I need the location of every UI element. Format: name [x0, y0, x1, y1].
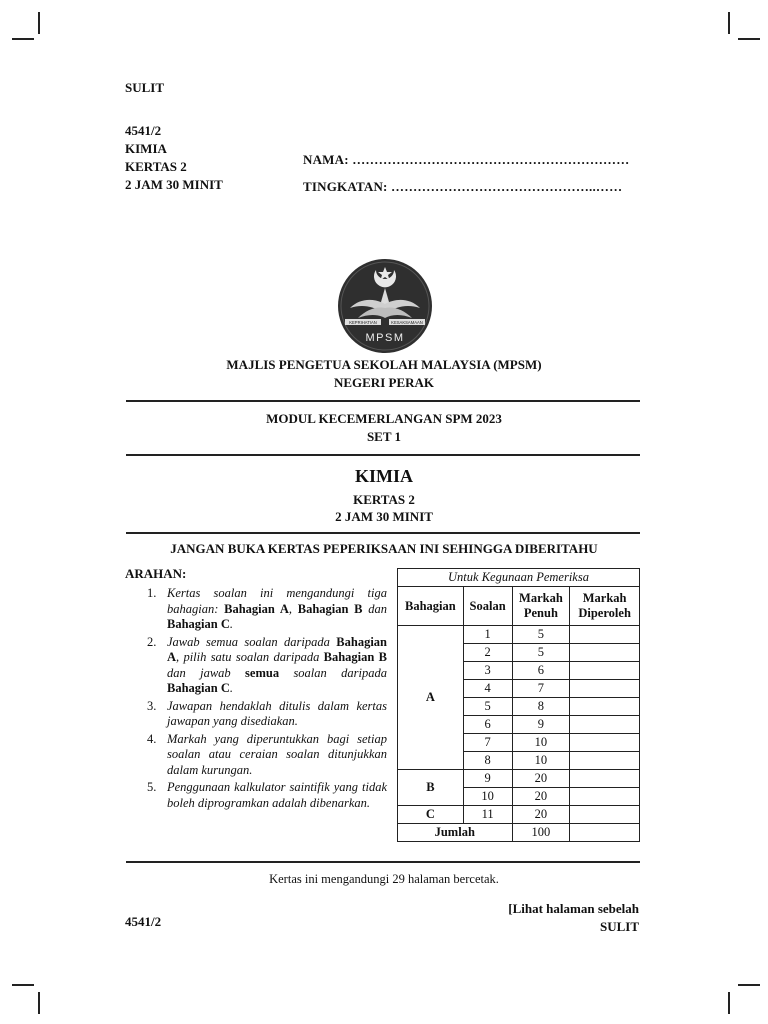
instruction-item: 1. Kertas soalan ini mengandungi tiga bahagian: Bahagian A, Bahagian B dan Bahagian C. — [147, 586, 388, 631]
header-block — [125, 122, 223, 194]
form-field[interactable]: TINGKATAN: ………………………………………..…… — [303, 179, 623, 194]
score-cell[interactable] — [570, 806, 640, 824]
total-label: Jumlah — [398, 824, 513, 842]
table-row: 6 9 — [398, 716, 640, 734]
score-cell[interactable] — [570, 626, 640, 644]
table-row: A 1 5 — [398, 626, 640, 644]
score-cell[interactable] — [570, 698, 640, 716]
instruction-item: 4. Markah yang diperuntukkan bagi setiap soalan atau ceraian soalan ditunjukkan dalam kurungan. — [147, 731, 387, 777]
main-duration: 2 JAM 30 MINIT — [335, 509, 433, 524]
examiner-table — [397, 568, 640, 842]
score-cell[interactable] — [570, 752, 640, 770]
pages-note: Kertas ini mengandungi 29 halaman bercetak. — [269, 872, 499, 886]
divider — [126, 532, 640, 534]
main-subject: KIMIA — [355, 466, 413, 486]
header-markah-penuh: Markah Penuh — [512, 587, 570, 626]
header-bahagian: Bahagian — [398, 587, 464, 626]
next-page-note: [Lihat halaman sebelah SULIT — [508, 901, 639, 934]
section-c: C — [398, 806, 464, 824]
table-row: 7 10 — [398, 734, 640, 752]
table-row: C 11 20 — [398, 806, 640, 824]
instruction-item: 5. Penggunaan kalkulator saintifik yang tidak boleh diprogramkan adalah dibenarkan. — [147, 780, 387, 810]
total-score-cell[interactable] — [570, 824, 640, 842]
paper-code: 4541/2 — [125, 123, 162, 138]
score-cell[interactable] — [570, 734, 640, 752]
table-row: 4 7 — [398, 680, 640, 698]
score-cell[interactable] — [570, 644, 640, 662]
instruction-item: 2. Jawab semua soalan daripada Bahagian A, pilih satu soalan daripada Bahagian B dan jawab semua soalan daripada Bahagian C. — [147, 634, 387, 695]
table-row: 8 10 — [398, 752, 640, 770]
module-title: MODUL KECEMERLANGAN SPM 2023 — [266, 411, 502, 426]
warning-text: JANGAN BUKA KERTAS PEPERIKSAAN INI SEHINGGA DIBERITAHU — [170, 541, 598, 556]
divider — [126, 454, 640, 456]
score-cell[interactable] — [570, 662, 640, 680]
sulit-top: SULIT — [125, 80, 165, 95]
score-cell[interactable] — [570, 788, 640, 806]
table-row: 5 8 — [398, 698, 640, 716]
table-caption: Untuk Kegunaan Pemeriksa — [398, 569, 640, 587]
footer-code: 4541/2 — [125, 914, 162, 929]
section-b: B — [398, 770, 464, 806]
header-soalan: Soalan — [463, 587, 512, 626]
table-total-row — [398, 824, 640, 842]
header-markah-diperoleh: Markah Diperoleh — [570, 587, 640, 626]
paper-number: KERTAS 2 — [125, 159, 187, 174]
section-a: A — [398, 626, 464, 770]
instructions-heading: ARAHAN: — [125, 566, 187, 581]
subject-name: KIMIA — [125, 141, 167, 156]
logo-banner-left: KEPRIHATIAN — [349, 320, 377, 325]
table-row: 2 5 — [398, 644, 640, 662]
name-field[interactable]: NAMA: ……………………………………………………… — [303, 152, 630, 167]
org-name: MAJLIS PENGETUA SEKOLAH MALAYSIA (MPSM) — [226, 357, 542, 372]
instructions-list — [147, 586, 387, 811]
score-cell[interactable] — [570, 770, 640, 788]
table-row: B 9 20 — [398, 770, 640, 788]
paper-duration: 2 JAM 30 MINIT — [125, 177, 223, 192]
logo-text: MPSM — [365, 332, 405, 344]
table-row: 10 20 — [398, 788, 640, 806]
logo-banner-right: KESAKSAMAAN — [391, 320, 423, 325]
total-value: 100 — [512, 824, 570, 842]
org-state: NEGERI PERAK — [333, 375, 435, 390]
score-cell[interactable] — [570, 680, 640, 698]
divider — [126, 861, 640, 863]
instruction-item: 3. Jawapan hendaklah ditulis dalam kertas jawapan yang disediakan. — [147, 698, 387, 728]
divider — [126, 400, 640, 402]
main-paper: KERTAS 2 — [353, 492, 415, 507]
mpsm-logo — [336, 258, 434, 354]
module-set: SET 1 — [366, 429, 402, 444]
table-row: 3 6 — [398, 662, 640, 680]
score-cell[interactable] — [570, 716, 640, 734]
